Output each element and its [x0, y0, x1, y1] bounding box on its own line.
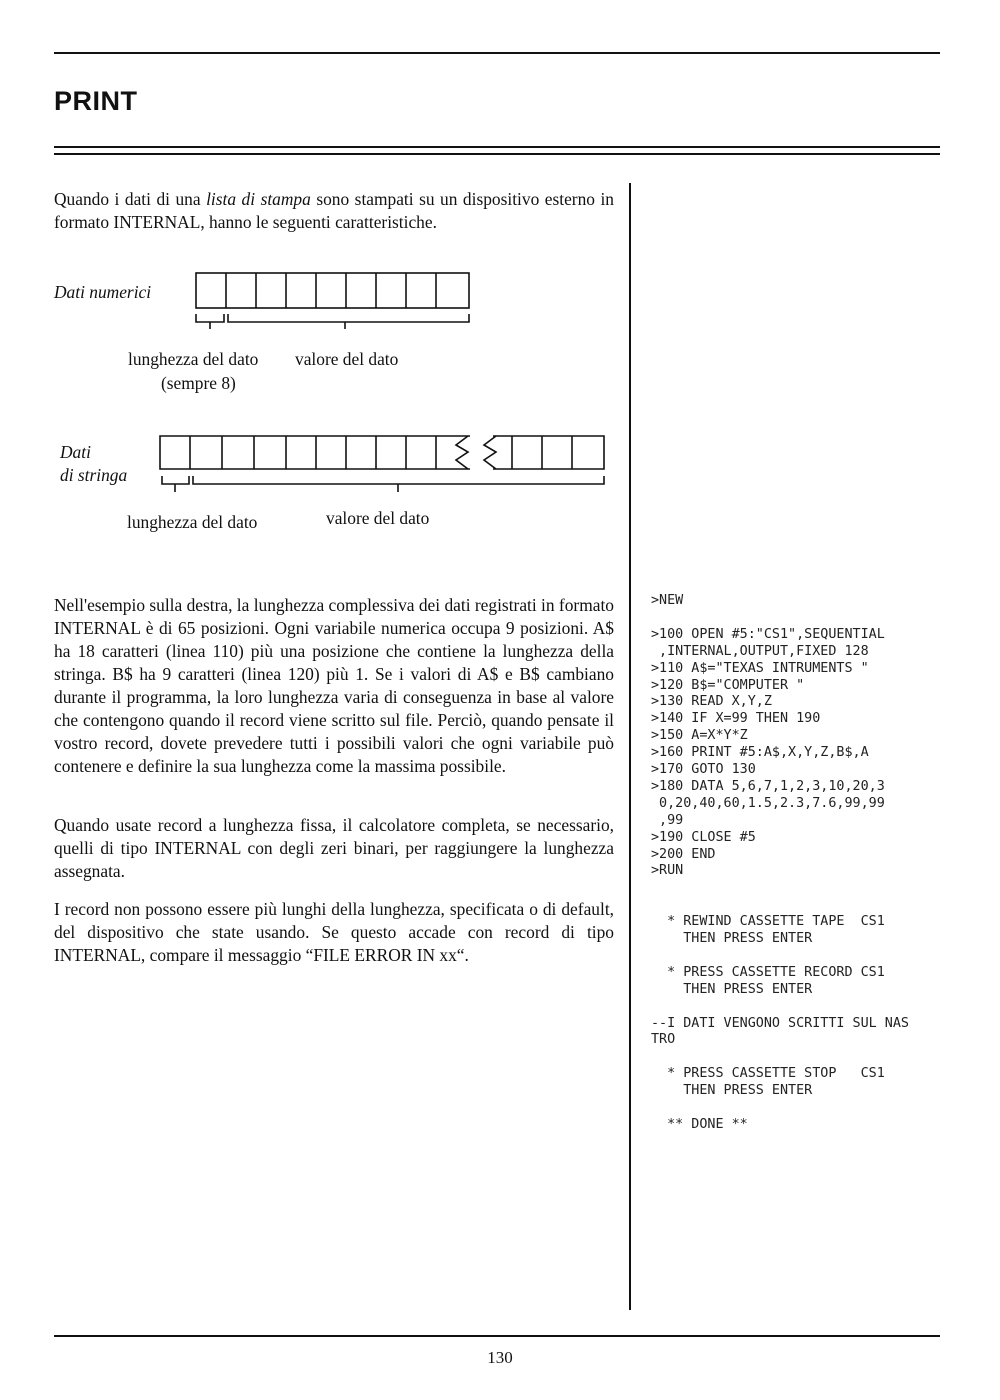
string-record-box-left — [160, 436, 470, 469]
string-record-cells-left — [190, 436, 436, 469]
string-value-bracket — [193, 476, 604, 492]
numeric-length-bracket — [196, 314, 224, 329]
page-title: PRINT — [54, 86, 138, 116]
listing-line: >180 DATA 5,6,7,1,2,3,10,20,3 — [651, 778, 885, 794]
bottom-rule — [54, 1335, 940, 1337]
listing-line: * REWIND CASSETTE TAPE CS1 — [651, 914, 885, 930]
numeric-record-diagram — [196, 273, 469, 329]
string-record-box-right — [493, 436, 604, 469]
listing-line: >110 A$="TEXAS INTRUMENTS " — [651, 660, 869, 676]
listing-line: >NEW — [651, 593, 684, 608]
numeric-length-caption: lunghezza del dato — [128, 349, 259, 369]
string-record-diagram — [160, 436, 604, 492]
body-paragraph-1: Nell'esempio sulla destra, la lunghezza complessiva dei dati registrati in formato INTERNAL è di 65 posizioni. Ogni variabile numerica occupa 9 posizioni. A$ ha 18 caratteri (linea 110) più una posizione che contiene la lunghezza della stringa. B$ ha 9 caratteri (linea 120) più 1. Se i valori di A$ e B$ cambiano durante il programma, la loro lunghezza varia di conseguenza in base al valore che contengono quando il record viene scritto sul file. Perciò, quando pensate il vostro record, dovete prevedere tutti i possibili valori che ogni variabile può contenere e definire la sua lunghezza come la massima possibile. — [54, 595, 614, 776]
listing-line: >120 B$="COMPUTER " — [651, 677, 805, 693]
listing-line: >140 IF X=99 THEN 190 — [651, 711, 821, 727]
listing-line — [651, 999, 909, 1016]
intro-text-before: Quando i dati di una — [54, 189, 207, 209]
numeric-value-bracket — [228, 314, 469, 329]
string-length-caption: lunghezza del dato — [127, 512, 258, 532]
listing-line — [651, 880, 909, 897]
listing-line: THEN PRESS ENTER — [651, 931, 813, 947]
string-data-label-line1: Dati — [60, 442, 91, 462]
listing-line: >200 END — [651, 846, 716, 862]
listing-line: THEN PRESS ENTER — [651, 981, 813, 997]
string-record-cells-right — [512, 436, 572, 469]
listing-line: TRO — [651, 1032, 676, 1048]
listing-line: >130 READ X,Y,Z — [651, 694, 772, 710]
numeric-value-caption: valore del dato — [295, 349, 399, 369]
page-number: 130 — [487, 1348, 513, 1367]
numeric-record-box — [196, 273, 469, 308]
string-break-left — [456, 436, 468, 469]
listing-line: * PRESS CASSETTE STOP CS1 — [651, 1066, 885, 1082]
string-length-bracket — [162, 476, 189, 492]
listing-line: ,INTERNAL,OUTPUT,FIXED 128 — [651, 643, 869, 659]
listing-line — [651, 610, 909, 627]
listing-line: >170 GOTO 130 — [651, 762, 756, 778]
listing-line: 0,20,40,60,1.5,2.3,7.6,99,99 — [651, 795, 885, 811]
intro-text-after: sono stampati su un dispositivo esterno in formato INTERNAL, hanno le seguenti caratteristiche. — [54, 189, 615, 232]
numeric-length-note: (sempre 8) — [161, 373, 236, 393]
string-break-right — [484, 436, 496, 469]
listing-line: --I DATI VENGONO SCRITTI SUL NAS — [651, 1015, 909, 1031]
string-data-label-line2: di stringa — [60, 465, 128, 485]
listing-line: >150 A=X*Y*Z — [651, 728, 748, 744]
numeric-data-label: Dati numerici — [54, 282, 152, 302]
listing-line: ,99 — [651, 812, 684, 828]
listing-line: >RUN — [651, 863, 684, 879]
listing-line — [651, 1100, 909, 1117]
record-format-diagrams — [0, 0, 1000, 560]
string-value-caption: valore del dato — [326, 508, 430, 528]
listing-line: THEN PRESS ENTER — [651, 1083, 813, 1099]
body-paragraph-2: Quando usate record a lunghezza fissa, il calcolatore completa, se necessario, quelli di tipo INTERNAL con degli zeri binari, per raggiungere la lunghezza assegnata. — [54, 815, 614, 881]
listing-line — [651, 1049, 909, 1066]
listing-line — [651, 897, 909, 914]
listing-line: ** DONE ** — [651, 1116, 748, 1132]
listing-line: >100 OPEN #5:"CS1",SEQUENTIAL — [651, 626, 885, 642]
program-listing — [651, 593, 909, 1134]
listing-line: >160 PRINT #5:A$,X,Y,Z,B$,A — [651, 745, 869, 761]
numeric-record-cells — [226, 273, 436, 308]
listing-line: * PRESS CASSETTE RECORD CS1 — [651, 964, 885, 980]
body-paragraph-3: I record non possono essere più lunghi della lunghezza, specificata o di default, del dispositivo che state usando. Se questo accade con record di tipo INTERNAL, compare il messaggio “FILE ERROR IN xx“. — [54, 899, 614, 965]
listing-line: >190 CLOSE #5 — [651, 829, 756, 845]
listing-line — [651, 948, 909, 965]
intro-text-italic: lista di stampa — [206, 189, 311, 209]
